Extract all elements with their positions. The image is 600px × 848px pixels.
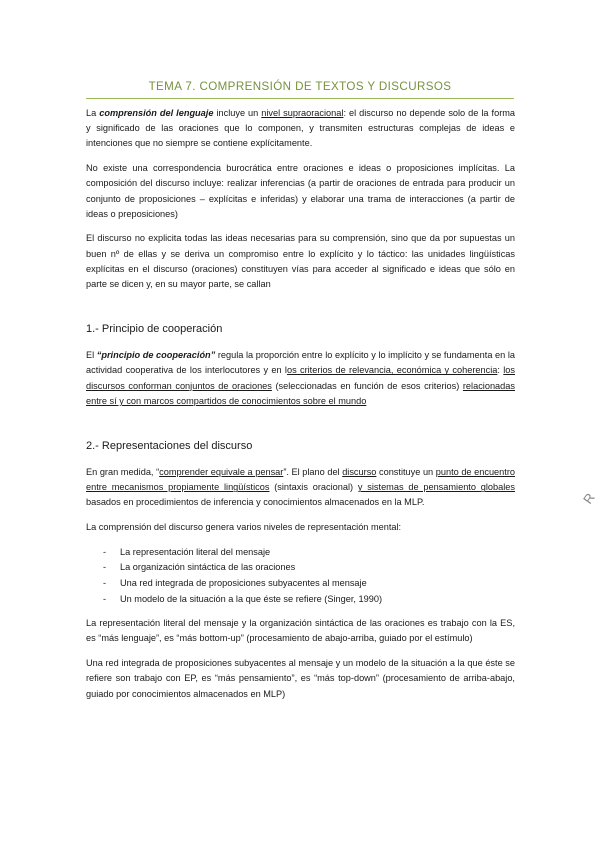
section-2-paragraph-2: La comprensión del discurso genera varios niveles de representación mental: [86, 522, 402, 533]
text-run: (sintaxis oracional) [269, 482, 358, 493]
list-item-text: La organización sintáctica de las oraciones [120, 562, 296, 573]
intro-paragraph-2: No existe una correspondencia burocrática entre oraciones e ideas o proposiciones implícitas. La composición del discurso incluye: realizar inferencias (a partir de oraciones de entrada para producir un conjunto de proposiciones – explícitas e inferidas) y elaborar una trama de interacciones (a partir de ideas o preposiciones) [86, 163, 515, 219]
list-item-text: Un modelo de la situación a la que éste se refiere (Singer, 1990) [120, 593, 383, 604]
intro-paragraph-1 [86, 106, 515, 152]
text-run: regula la proporción entre lo explícito y lo implícito y se fundamenta en la actividad cooperativa de los interlocutores y en l [86, 350, 515, 376]
document-body [86, 106, 515, 711]
page-title: TEMA 7. COMPRENSIÓN DE TEXTOS Y DISCURSOS [148, 80, 452, 93]
list-item [86, 592, 515, 608]
underlined-text: los discursos conforman conjuntos de oraciones [86, 365, 515, 391]
section-2-paragraph-4: Una red integrada de proposiciones subyacentes al mensaje y un modelo de la situación a la que éste se refiere son trabajo con EP, es “más pensamiento”, es “más top-down” (procesamiento de arriba-abajo, guiado por conocimientos almacenados en MLP) [86, 658, 515, 699]
bullet-dash: - [103, 562, 107, 573]
list-item-text: La representación literal del mensaje [120, 546, 271, 557]
intro-paragraph-3: El discurso no explicita todas las ideas necesarias para su comprensión, sino que da por supuestas un buen nº de ellas y se deriva un compromiso entre lo explícito y lo táctico: las unidades lingüísticas explícitas en el discurso (oraciones) constituyen vías para acceder al significado e ideas que sólo en parte se dicen y, en su mayor parte, se callan [86, 233, 515, 290]
list-item-text: Una red integrada de proposiciones subyacentes al mensaje [120, 578, 367, 589]
text-run: basados en procedimientos de inferencia y conocimientos almacenados en la MLP. [86, 497, 425, 508]
underlined-text: relacionadas entre sí y con marcos compartidos de conocimientos sobre el mundo [86, 380, 515, 406]
underlined-text: punto de encuentro entre mecanismos propiamente lingüísticos [86, 467, 515, 493]
text-run: constituye un [376, 467, 436, 478]
side-margin-mark: R [580, 490, 598, 507]
section-2-paragraph-1 [86, 465, 515, 511]
bullet-dash: - [103, 578, 107, 589]
emphasis-text: comprensión del lenguaje [99, 108, 214, 118]
text-run: La [86, 108, 100, 118]
text-run: ”. El plano del [283, 467, 343, 478]
section-1-paragraph [86, 348, 515, 409]
section-1-heading: 1.- Principio de cooperación [86, 323, 223, 336]
underlined-text: nivel supraoracional [261, 108, 344, 118]
bullet-dash: - [103, 593, 107, 604]
list-item [86, 576, 515, 592]
section-2-heading: 2.- Representaciones del discurso [86, 440, 253, 453]
text-run: El [86, 350, 97, 361]
text-run: : el discurso no depende solo de la forma y significado de las oraciones que lo componen, y transmiten estructuras complejas de ideas e intenciones que no siempre se contiene explícitamente. [86, 108, 516, 149]
emphasis-text: “principio de cooperación” [96, 350, 216, 361]
underlined-text: os criterios de relevancia, económica y coherencia [286, 365, 498, 376]
representation-levels-list [86, 545, 515, 607]
section-2-paragraph-3: La representación literal del mensaje y la organización sintáctica de las oraciones es trabajo con la ES, es “más lenguaje”, es “más bottom-up” (procesamiento de abajo-arriba, guiado por el estímulo) [86, 618, 515, 644]
title-divider [86, 98, 514, 99]
bullet-dash: - [103, 546, 107, 557]
text-run: incluye un [213, 108, 262, 118]
text-run: : [497, 365, 504, 376]
list-item [86, 545, 515, 561]
text-run: En gran medida, “ [86, 467, 160, 478]
underlined-text: y sistemas de pensamiento globales [357, 482, 515, 493]
text-run: (seleccionadas en función de esos criterios) [271, 380, 463, 391]
underlined-text: comprender equivale a pensar [159, 467, 284, 478]
underlined-text: discurso [342, 467, 377, 478]
list-item [86, 560, 515, 576]
